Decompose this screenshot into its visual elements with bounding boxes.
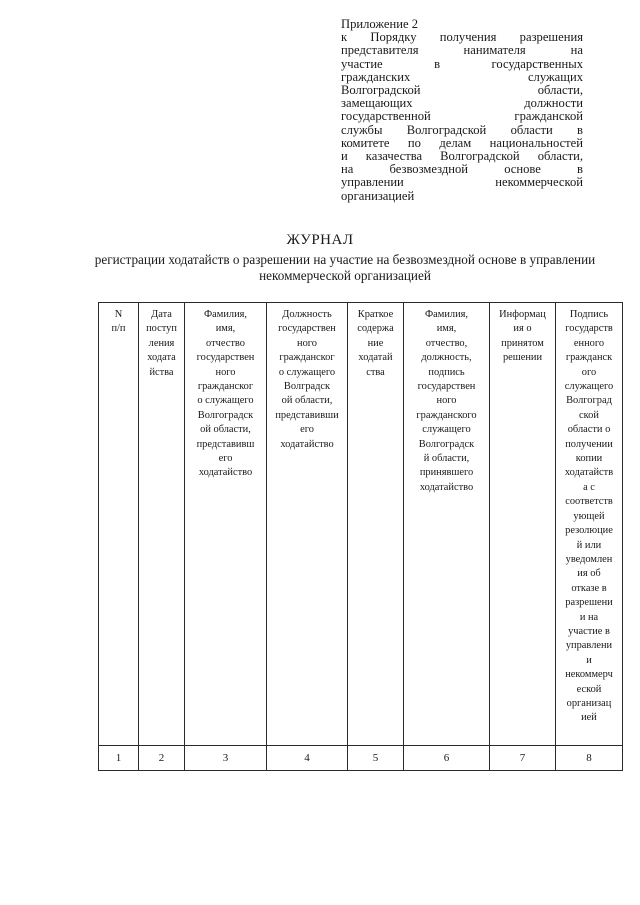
column-header: Дата поступ ления ходата йства [139,303,185,746]
annex-line: службы Волгоградской области в [341,122,583,137]
annex-line: организацией [341,188,415,203]
annex-line: Волгоградской области, [341,83,583,98]
annex-line: представителя нанимателя на [341,43,583,58]
annex-line: участие в государственных [341,56,583,71]
column-header: Краткое содержа ние ходатай ства [348,303,404,746]
table-header-row [99,303,623,746]
annex-line: государственной гражданской [341,109,583,124]
journal-title: ЖУРНАЛ [286,232,354,248]
annex-line: гражданских служащих [341,69,583,84]
column-header: N п/п [99,303,139,746]
column-number-row [99,746,623,771]
column-number: 4 [267,746,348,771]
annex-line: замещающих должности [341,96,583,111]
column-header: Фамилия, имя, отчество государствен ного гражданског о служащего Волгоградск ой области, представивш его ходатайство [185,303,267,746]
annex-line: комитете по делам национальностей [341,135,583,150]
column-number: 8 [556,746,623,771]
annex-block [341,18,583,203]
annex-line: Приложение 2 [341,17,419,31]
annex-line: и казачества Волгоградской области, [341,149,583,164]
column-header: Должность государствен ного гражданског о служащего Волградск ой области, представивши его ходатайство [267,303,348,746]
journal-table [98,302,623,771]
journal-subtitle: регистрации ходатайств о разрешении на участие на безвозмездной основе в управлении некоммерческой организацией [94,252,596,283]
annex-line: на безвозмездной основе в [341,162,583,177]
column-header: Фамилия, имя, отчество, должность, подпись государствен ного гражданского служащего Волгоградск й области, принявшего ходатайство [404,303,490,746]
column-number: 7 [490,746,556,771]
column-number: 1 [99,746,139,771]
column-header: Подпись государств енного гражданск ого служащего Волгоград ской области о получении копии ходатайств а с соответств ующей резолюцие й или уведомлен ия об отказе в разрешени и на участие в управлени и некоммерч еской организац ией [556,303,623,746]
column-header: Информац ия о принятом решении [490,303,556,746]
column-number: 6 [404,746,490,771]
column-number: 5 [348,746,404,771]
column-number: 3 [185,746,267,771]
annex-line: управлении некоммерческой [341,175,583,190]
column-number: 2 [139,746,185,771]
annex-line: к Порядку получения разрешения [341,30,583,45]
